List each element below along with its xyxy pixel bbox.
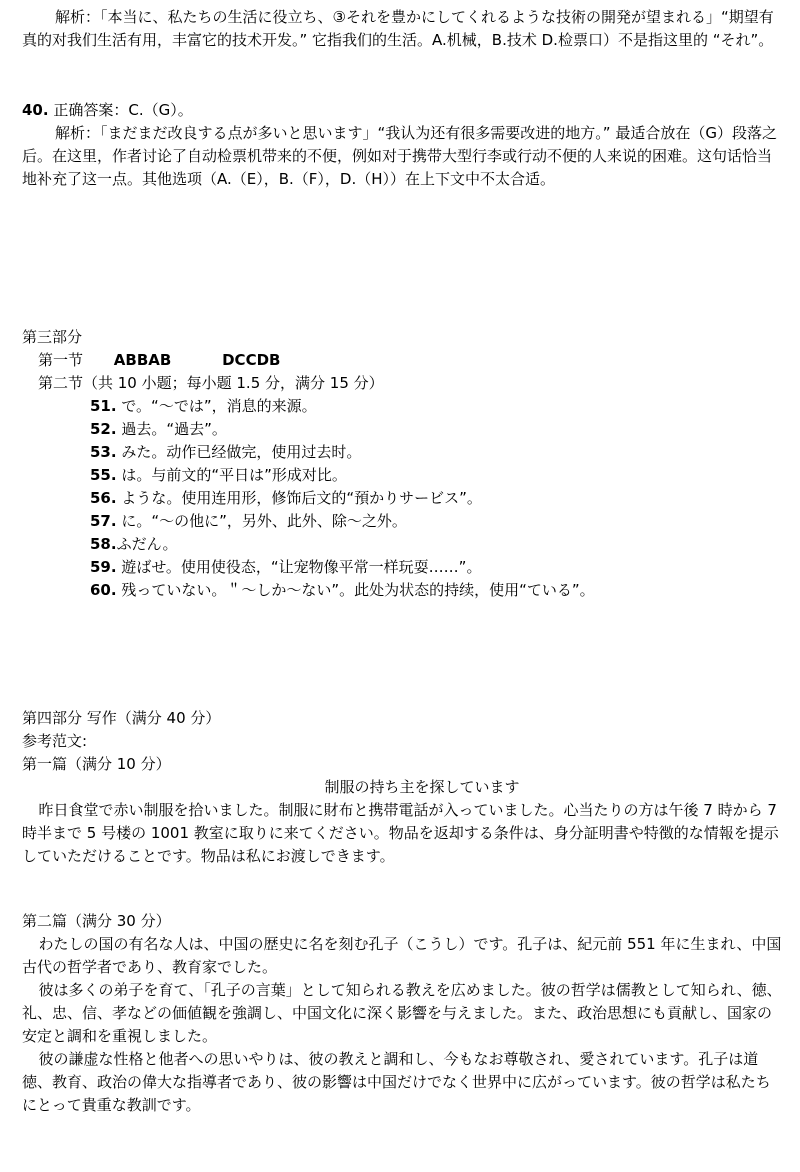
list-item (22, 533, 782, 556)
item-text: に。“～の他に”，另外、此外、除～之外。 (121, 512, 407, 530)
essay2-paragraph-3: 彼の謙虚な性格と他者への思いやりは、彼の教えと調和し、今もなお尊敬され、愛されています。孔子は道徳、教育、政治の偉大な指導者であり、彼の影響は中国だけでなく世界中に広がっています。彼の哲学は私たちにとって貴重な教訓です。 (22, 1050, 771, 1114)
item-text: みた。动作已经做完，使用过去时。 (121, 443, 362, 461)
list-item (22, 441, 782, 464)
item-number: 60. (90, 581, 117, 599)
list-item (22, 487, 782, 510)
q40-number: 40. (22, 101, 49, 119)
essay2-paragraph-1: わたしの国の有名な人は、中国の歴史に名を刻む孔子（こうし）です。孔子は、紀元前 551 年に生まれ、中国古代の哲学者であり、教育家でした。 (22, 935, 782, 976)
item-text: 残っていない。＂～しか～ない”。此处为状态的持续，使用“ている”。 (121, 581, 595, 599)
q40-answer: 正确答案：C.（G）。 (53, 101, 193, 119)
q40-analysis: 解析：「まだまだ改良する点が多いと思います」“我认为还有很多需要改进的地方。” 最适合放在（G）段落之后。在这里，作者讨论了自动检票机带来的不便，例如对于携带大型行李或行动不便的人来说的困难。这句话恰当地补充了这一点。其他选项（A.（E），B.（F），D.（H））在上下文中不太合适。 (22, 124, 777, 188)
q40-answer-line (22, 99, 782, 122)
essay2-section (22, 910, 782, 1117)
q39-section (22, 6, 782, 52)
essay2-heading: 第二篇（满分 30 分） (22, 912, 171, 930)
section1-label: 第一节 (38, 351, 84, 369)
list-item (22, 510, 782, 533)
item-number: 52. (90, 420, 117, 438)
essay2-paragraph-2: 彼は多くの弟子を育て、「孔子の言葉」として知られる教えを広めました。彼の哲学は儒教として知られ、徳、礼、忠、信、孝などの価値観を強調し、中国文化に深く影響を与えました。また、政治思想にも貢献し、国家の安定と調和を重視しました。 (22, 981, 782, 1045)
item-text: で。“～では”，消息的来源。 (121, 397, 317, 415)
section1-answers-b: DCCDB (222, 351, 281, 369)
essay1-heading: 第一篇（满分 10 分） (22, 755, 171, 773)
list-item (22, 418, 782, 441)
part3-section (22, 326, 782, 602)
q40-section (22, 99, 782, 191)
item-text: 遊ばせ。使用使役态，“让宠物像平常一样玩耍……”。 (121, 558, 482, 576)
list-item (22, 395, 782, 418)
essay1-title: 制服の持ち主を探しています (324, 778, 520, 796)
list-item (22, 556, 782, 579)
item-number: 57. (90, 512, 117, 530)
item-number: 53. (90, 443, 117, 461)
part3-section2-title: 第二节（共 10 小题；每小题 1.5 分，满分 15 分） (38, 374, 384, 392)
item-number: 51. (90, 397, 117, 415)
part4-title: 第四部分 写作（满分 40 分） (22, 709, 221, 727)
item-number: 58. (90, 535, 117, 553)
item-text: は。与前文的“平日は”形成对比。 (121, 466, 347, 484)
essay1-body: 昨日食堂で赤い制服を拾いました。制服に財布と携帯電話が入っていました。心当たりの方は午後 7 時から 7 時半まで 5 号楼の 1001 教室に取りに来てください。物品を返却する条件は、身分証明書や特徴的な情報を提示していただけることです。物品は私にお渡しできます。 (22, 801, 779, 865)
item-number: 59. (90, 558, 117, 576)
section1-answers-a: ABBAB (113, 351, 172, 369)
item-number: 55. (90, 466, 117, 484)
item-text: ふだん。 (116, 535, 178, 553)
q39-analysis: 解析：「本当に、私たちの生活に役立ち、③それを豊かにしてくれるような技術の開発が望まれる」“期望有真的对我们生活有用，丰富它的技术开发。” 它指我们的生活。A.机械，B.技术 D.检票口）不是指这里的 “それ”。 (22, 8, 774, 49)
item-number: 56. (90, 489, 117, 507)
part3-item-list (22, 395, 782, 602)
part4-reference-label: 参考范文: (22, 732, 88, 750)
list-item (22, 579, 782, 602)
list-item (22, 464, 782, 487)
part3-section1 (22, 349, 782, 372)
part3-title: 第三部分 (22, 328, 83, 346)
item-text: 過去。“過去”。 (121, 420, 227, 438)
item-text: ような。使用连用形，修饰后文的“預かりサービス”。 (121, 489, 482, 507)
part4-section (22, 707, 782, 868)
